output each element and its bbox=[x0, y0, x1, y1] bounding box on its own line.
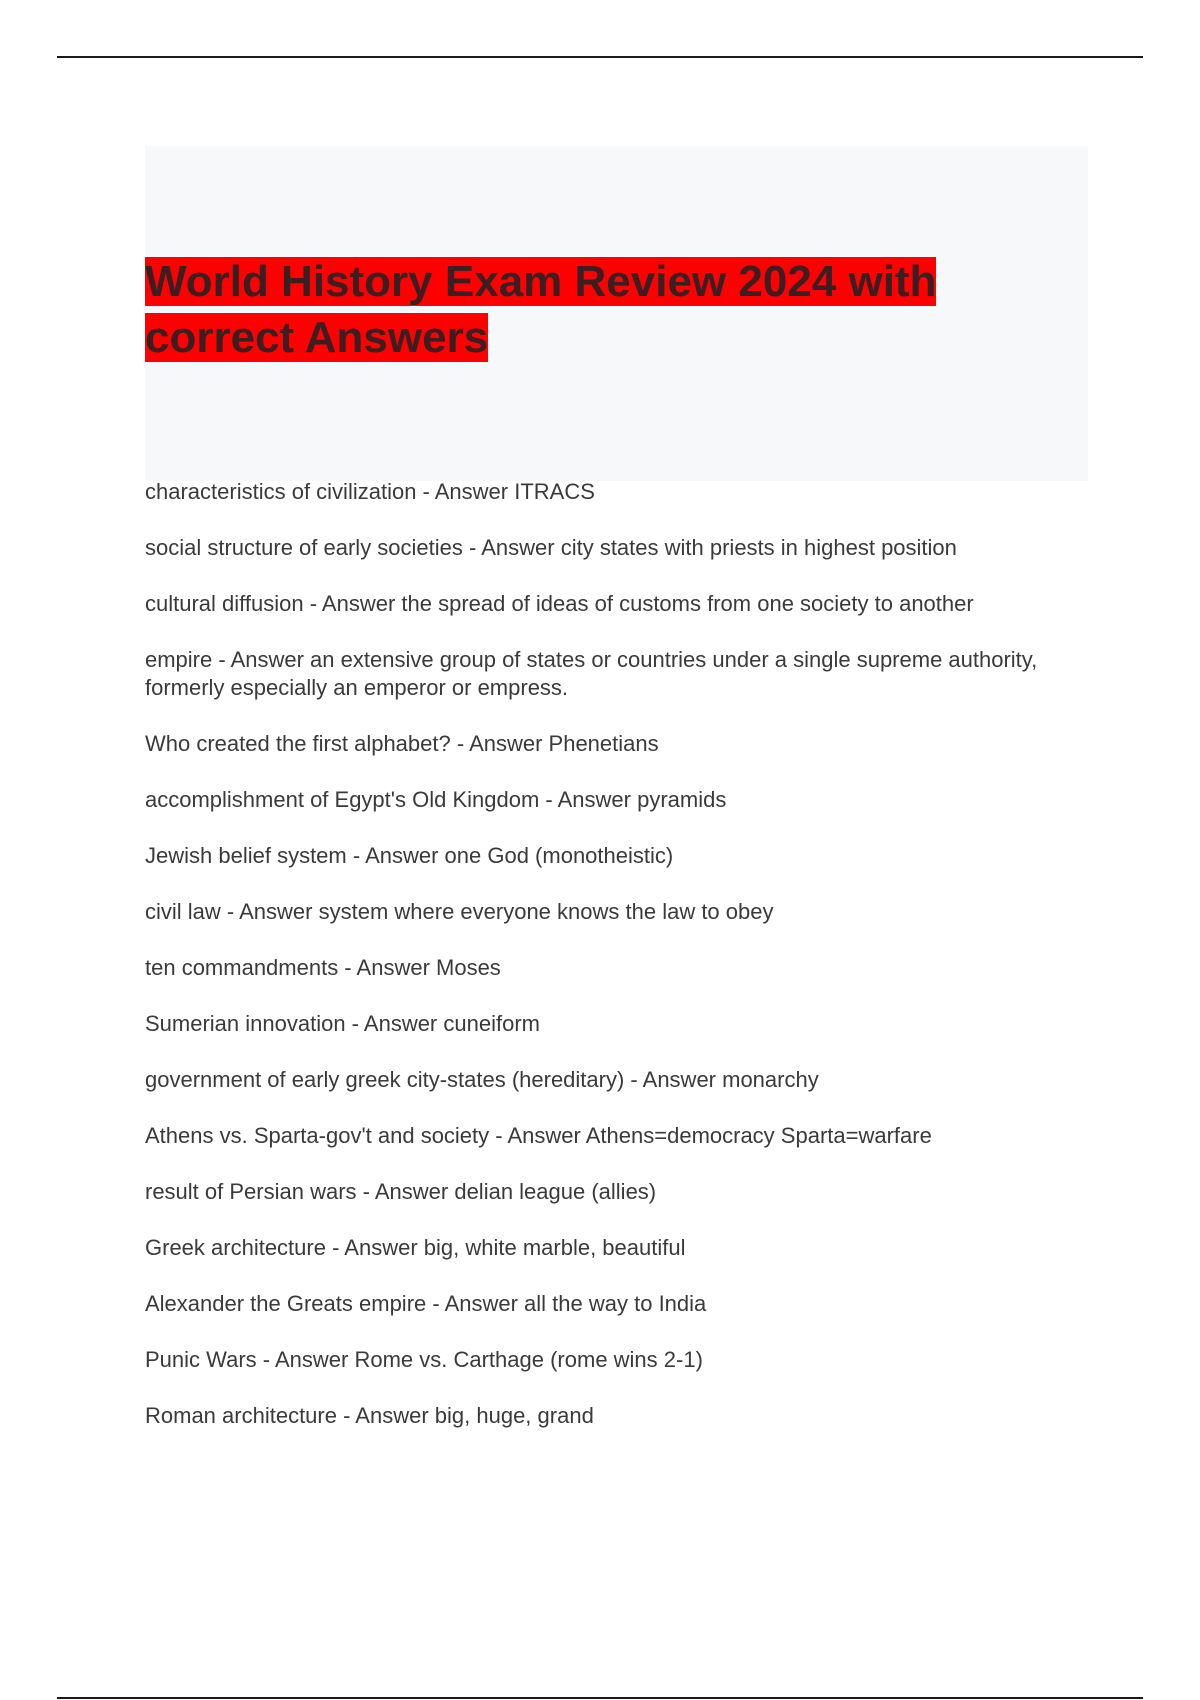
list-item: Greek architecture - Answer big, white marble, beautiful bbox=[145, 1235, 686, 1260]
list-item: Roman architecture - Answer big, huge, grand bbox=[145, 1403, 594, 1428]
list-item: characteristics of civilization - Answer ITRACS bbox=[145, 479, 595, 504]
page-title bbox=[145, 254, 1045, 366]
list-item: ten commandments - Answer Moses bbox=[145, 955, 501, 980]
list-item: Alexander the Greats empire - Answer all the way to India bbox=[145, 1291, 707, 1316]
list-item: Jewish belief system - Answer one God (monotheistic) bbox=[145, 843, 674, 868]
qa-list bbox=[145, 478, 1085, 1458]
list-item: social structure of early societies - Answer city states with priests in highest position bbox=[145, 535, 957, 560]
list-item: Sumerian innovation - Answer cuneiform bbox=[145, 1011, 540, 1036]
list-item: cultural diffusion - Answer the spread of ideas of customs from one society to another bbox=[145, 591, 974, 616]
list-item: empire - Answer an extensive group of states or countries under a single supreme authority, formerly especially an emperor or empress. bbox=[145, 647, 1038, 700]
title-block bbox=[145, 146, 1088, 481]
bottom-rule bbox=[57, 1697, 1143, 1699]
list-item: Athens vs. Sparta-gov't and society - Answer Athens=democracy Sparta=warfare bbox=[145, 1123, 932, 1148]
list-item: Punic Wars - Answer Rome vs. Carthage (rome wins 2-1) bbox=[145, 1347, 703, 1372]
title-highlight: World History Exam Review 2024 with correct Answers bbox=[145, 257, 937, 362]
list-item: civil law - Answer system where everyone knows the law to obey bbox=[145, 899, 774, 924]
list-item: accomplishment of Egypt's Old Kingdom - Answer pyramids bbox=[145, 787, 727, 812]
list-item: Who created the first alphabet? - Answer Phenetians bbox=[145, 731, 659, 756]
list-item: result of Persian wars - Answer delian league (allies) bbox=[145, 1179, 657, 1204]
top-rule bbox=[57, 56, 1143, 58]
list-item: government of early greek city-states (hereditary) - Answer monarchy bbox=[145, 1067, 819, 1092]
